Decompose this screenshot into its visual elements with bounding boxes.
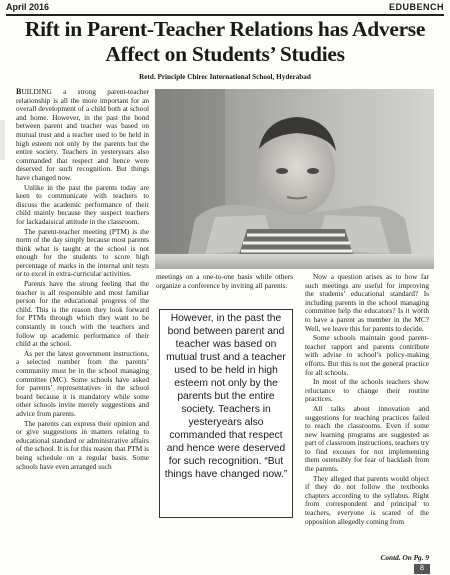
paragraph: In most of the schools teachers show reluctance to change their routine practices. [305, 377, 429, 404]
continued-note: Contd. On Pg. 9 [380, 553, 429, 562]
article-column-3 [305, 273, 429, 556]
margin-mark [0, 120, 5, 160]
page-number: 8 [414, 564, 430, 574]
article-column-1 [16, 88, 149, 566]
paragraph: BUILDING a strong parent-teacher relationship is all the more important for an overall development of a child both at school and home. However, in the past the bond between parent and teacher was based on mutual trust and a teacher used to be held in high esteem not only by the parents but the entire society. Teachers in yesteryears also commanded that respect and hence were deserved for such recognition. But things have changed now. [16, 88, 149, 182]
child-photo-icon [155, 89, 434, 269]
paragraph: The parent-teacher meeting (PTM) is the norm of the day simply because most parents think what is taught at the school is not enough for the students to score high percentage of marks in the internal unit tests or to excel in extra-curricular activities. [16, 226, 149, 279]
paragraph: As per the latest government instructions, a selected number from the parents’ community must be in the school managing committee (MC). Some schools have asked for parents’ representatives in the school board because it is mandatory while some other schools invite merely suggestions and advice from parents. [16, 348, 149, 418]
paragraph: Now a question arises as to how far such meetings are useful for improving the students’ educational standard? Is including parents in the school managing committee help the educators? Is it worth to have a parent as member in the MC? Well, we leave this for parents to decide. [305, 273, 429, 333]
drop-cap: B [16, 88, 22, 96]
article-column-2 [156, 273, 293, 303]
issue-date: April 2016 [6, 2, 50, 12]
pull-quote: However, in the past the bond between parent and teacher was based on mutual trust and a teacher used to be held in high esteem not only by the parents but the entire society. Teachers in yesteryears also commanded that respect and hence were deserved for such recognition. “But things have changed now.” [159, 309, 293, 518]
paragraph: The parents can express their opinion and or give suggestions in matters relating to educational standard or administrative affairs of the school. It is for this reason that PTM is being schedule on a regular basis. Some schools have even arranged such [16, 418, 149, 471]
paragraph: Some schools maintain good parent-teacher rapport and parents contribute with advise to school’s policy-making efforts. But this is not the general practice for all schools. [305, 333, 429, 377]
article-title: Rift in Parent-Teacher Relations has Adverse Affect on Students’ Studies [24, 17, 426, 66]
paragraph: meetings on a one-to-one basis while others organize a conference by inviting all parents. [156, 273, 293, 290]
article-byline: Retd. Principle Chirec International School, Hyderabad [139, 73, 311, 81]
paragraph: They alleged that parents would object if they do not follow the textbooks chapters according to the syllabus. Right from correspondent and principal to teachers, everyone is scared of the opposition allegedly coming from [305, 473, 429, 526]
header-rule [6, 14, 444, 16]
publication-name: EDUBENCH [388, 2, 444, 12]
paragraph: Parents have the strong feeling that the teacher is all responsible and most familiar person for the educational progress of the child. This is the reason they look forward for PTMs through which they want to be constantly in touch with the teachers and follow up academic performance of their child at the school. [16, 279, 149, 349]
paragraph: Unlike in the past the parents today are keen to communicate with teachers to discuss the academic performance of their child mainly because they suspect teachers for lackadaisical attitude in the classroom. [16, 182, 149, 226]
page-header [6, 2, 444, 14]
paragraph: All talks about innovation and suggestions for teaching practices failed to reach the classrooms. Even if some new learning programs are suggested as part of classroom instructions, teachers try to find excuses for not implementing them ostensibly for fear of backlash from the parents. [305, 403, 429, 474]
